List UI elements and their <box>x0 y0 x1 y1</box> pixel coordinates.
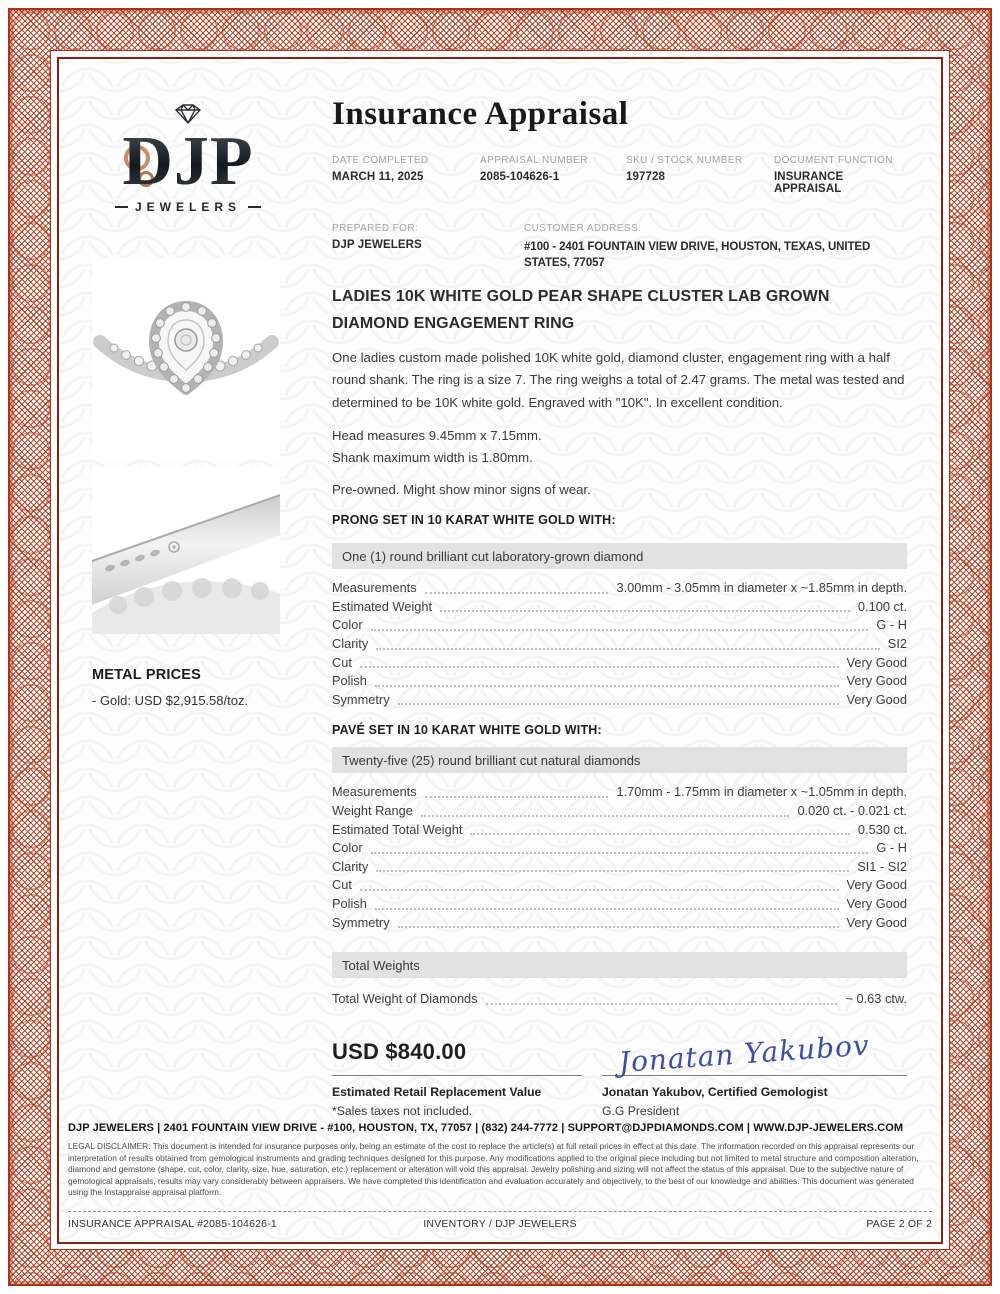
prong-spec-table <box>332 579 907 709</box>
spec-value: 0.530 ct. <box>857 821 907 837</box>
pave-section-heading: PAVÉ SET IN 10 KARAT WHITE GOLD WITH: <box>332 723 602 738</box>
spec-value: ~ 0.63 ctw. <box>845 991 907 1007</box>
spec-row <box>332 672 907 691</box>
prepared-for-block <box>332 223 524 271</box>
dotted-leader <box>398 703 839 705</box>
item-title: LADIES 10K WHITE GOLD PEAR SHAPE CLUSTER LAB GROWN DIAMOND ENGAGEMENT RING <box>332 288 830 332</box>
spec-label: Color <box>332 617 363 633</box>
footer-page-number: PAGE 2 OF 2 <box>866 1218 932 1230</box>
dotted-leader <box>398 926 839 928</box>
footer-contact-line: DJP JEWELERS | 2401 FOUNTAIN VIEW DRIVE - #100, HOUSTON, TX, 77057 | (832) 244-7772 | SUPPORT@DJPDIAMONDS.COM | WWW.DJP-JEWELERS.COM <box>68 1122 904 1135</box>
dotted-leader <box>376 648 880 650</box>
price-note: *Sales taxes not included. <box>332 1103 473 1118</box>
meta-date-completed <box>332 155 480 195</box>
meta-sku-number <box>626 155 774 195</box>
totals-table <box>332 990 907 1009</box>
spec-row <box>332 691 907 710</box>
dotted-leader <box>360 666 839 668</box>
spec-row <box>332 579 907 598</box>
spec-value: SI2 <box>887 636 907 651</box>
ring-photo-front <box>92 258 280 460</box>
meta-value: 2085-104626-1 <box>480 171 560 183</box>
logo-subtext-row <box>92 200 284 214</box>
meta-label: DOCUMENT FUNCTION <box>774 155 893 166</box>
spec-row <box>332 858 907 877</box>
document-title: Insurance Appraisal <box>332 96 629 132</box>
metal-prices-heading: METAL PRICES <box>92 667 202 683</box>
meta-appraisal-number <box>480 155 626 195</box>
price-label: Estimated Retail Replacement Value <box>332 1084 542 1099</box>
metal-prices-block <box>92 667 284 708</box>
pave-spec-table <box>332 783 907 932</box>
logo-brand-text: DJP <box>122 123 254 200</box>
djp-jewelers-logo <box>92 103 284 214</box>
metal-price-gold: - Gold: USD $2,915.58/toz. <box>92 693 249 708</box>
footer-inventory-label: INVENTORY / DJP JEWELERS <box>423 1218 577 1230</box>
spec-value: 0.020 ct. - 0.021 ct. <box>797 802 907 818</box>
spec-value: 1.70mm - 1.75mm in diameter x ~1.05mm in depth. <box>616 784 907 800</box>
legal-disclaimer: LEGAL DISCLAIMER: This document is intended for insurance purposes only, being an estimate of the cost to replace the article(s) at full retail prices in effect at this date. The information recorded on this appraisal represents our interpretation of results obtained from gemological instruments and grading techniques designed for this purpose. Any modifications applied to the original piece including but not limited to metal structure and composition alteration, diamond and gemstone (shape, cut, color, clarity, size, hue, saturation, etc.) replacement or alteration will void this appraisal. Jewelry polishing and sizing will not affect the status of this appraisal. Due to the subjective nature of gemological appraisals, results may vary considerably between appraisers. We have completed this identification and evaluation accurately and objectively, to the best of our knowledge and abilities. This document was generated using the Instappraise appraisal platform. <box>68 1141 919 1198</box>
item-measurements <box>332 425 907 469</box>
spec-row <box>332 654 907 673</box>
dotted-leader <box>425 796 609 798</box>
spec-row <box>332 635 907 654</box>
ring-shank-illustration <box>92 467 280 634</box>
document-footer <box>68 1122 932 1230</box>
logo-dash <box>248 206 261 208</box>
head-measure-line: Head measures 9.45mm x 7.15mm. <box>332 428 542 444</box>
customer-address-block <box>524 223 907 271</box>
dotted-leader <box>375 908 839 910</box>
spec-value: Very Good <box>846 914 907 930</box>
spec-row <box>332 895 907 914</box>
dotted-leader <box>371 629 869 631</box>
appraised-price: USD $840.00 <box>332 1038 467 1064</box>
dotted-leader <box>425 592 609 594</box>
header-meta-row <box>332 155 907 195</box>
logo-brand-wrap <box>122 123 254 200</box>
prong-section-heading: PRONG SET IN 10 KARAT WHITE GOLD WITH: <box>332 513 616 528</box>
spec-row <box>332 914 907 933</box>
dotted-leader <box>360 889 839 891</box>
spec-label: Clarity <box>332 636 369 651</box>
spec-label: Cut <box>332 877 352 893</box>
spec-row <box>332 802 907 821</box>
spec-value: 3.00mm - 3.05mm in diameter x ~1.85mm in depth. <box>616 580 907 596</box>
meta-label: DATE COMPLETED <box>332 155 429 166</box>
spec-label: Measurements <box>332 784 417 800</box>
spec-row <box>332 821 907 840</box>
spec-row <box>332 783 907 802</box>
main-column <box>332 95 907 1118</box>
prong-section-banner: One (1) round brilliant cut laboratory-grown diamond <box>332 543 907 569</box>
item-description: One ladies custom made polished 10K white gold, diamond cluster, engagement ring with a half round shank. The ring is a size 7. The ring weighs a total of 2.47 grams. The metal was tested and determined to be 10K white gold. Engraved with "10K". In excellent condition. <box>332 350 905 410</box>
customer-address-label: CUSTOMER ADDRESS: <box>524 223 642 234</box>
spec-row <box>332 839 907 858</box>
dotted-leader <box>486 1003 838 1005</box>
logo-subtext: JEWELERS <box>134 200 241 214</box>
signature-block <box>602 1028 907 1118</box>
spec-value: G - H <box>876 617 907 633</box>
ring-front-illustration <box>92 258 280 460</box>
dotted-leader <box>421 815 790 817</box>
signer-name: Jonatan Yakubov, Certified Gemologist <box>602 1084 828 1099</box>
total-weights-banner: Total Weights <box>332 952 907 978</box>
spec-row <box>332 876 907 895</box>
condition-note: Pre-owned. Might show minor signs of wear. <box>332 482 591 498</box>
meta-label: APPRAISAL NUMBER <box>480 155 588 166</box>
dotted-leader <box>470 833 850 835</box>
spec-value: SI1 - SI2 <box>857 858 907 874</box>
spec-value: Very Good <box>846 895 907 911</box>
spec-value: G - H <box>876 840 907 856</box>
meta-value: MARCH 11, 2025 <box>332 171 424 183</box>
pave-section-banner: Twenty-five (25) round brilliant cut natural diamonds <box>332 747 907 773</box>
spec-row <box>332 598 907 617</box>
price-rule <box>332 1075 582 1076</box>
footer-bottom-bar <box>68 1211 932 1230</box>
spec-value: Very Good <box>846 673 907 689</box>
spec-label: Total Weight of Diamonds <box>332 991 478 1007</box>
spec-row <box>332 616 907 635</box>
spec-value: Very Good <box>846 654 907 670</box>
meta-document-function <box>774 155 907 195</box>
diamond-icon <box>169 103 207 125</box>
signer-title: G.G President <box>602 1103 680 1118</box>
spec-label: Symmetry <box>332 691 390 707</box>
signature-script: Jonatan Yakubov <box>617 1028 871 1079</box>
prepared-for-row <box>332 223 907 271</box>
spec-label: Estimated Weight <box>332 598 433 614</box>
price-block <box>332 1039 582 1118</box>
spec-label: Measurements <box>332 580 417 596</box>
document-frame <box>57 57 943 1244</box>
meta-value: 197728 <box>626 171 665 183</box>
dotted-leader <box>376 870 849 872</box>
footer-appraisal-number: INSURANCE APPRAISAL #2085-104626-1 <box>68 1218 277 1230</box>
spec-value: Very Good <box>846 691 907 707</box>
valuation-block <box>332 1028 907 1118</box>
prepared-for-label: PREPARED FOR: <box>332 223 419 234</box>
spec-label: Estimated Total Weight <box>332 821 463 837</box>
spec-label: Weight Range <box>332 802 413 818</box>
meta-label: SKU / STOCK NUMBER <box>626 155 743 166</box>
dotted-leader <box>375 685 839 687</box>
dotted-leader <box>440 610 850 612</box>
logo-dash <box>115 206 128 208</box>
spec-label: Symmetry <box>332 914 390 930</box>
dotted-leader <box>371 852 869 854</box>
spec-label: Clarity <box>332 858 369 874</box>
spec-label: Cut <box>332 654 352 670</box>
customer-address-value: #100 - 2401 FOUNTAIN VIEW DRIVE, HOUSTON, TEXAS, UNITED STATES, 77057 <box>524 241 871 269</box>
ring-photo-shank-closeup <box>92 467 280 634</box>
left-column <box>92 103 284 708</box>
prepared-for-value: DJP JEWELERS <box>332 239 422 251</box>
spec-value: Very Good <box>846 877 907 893</box>
spec-value: 0.100 ct. <box>857 598 907 614</box>
meta-value: INSURANCE APPRAISAL <box>774 171 844 195</box>
shank-measure-line: Shank maximum width is 1.80mm. <box>332 450 533 466</box>
spec-label: Color <box>332 840 363 856</box>
total-weight-row <box>332 990 907 1009</box>
spec-label: Polish <box>332 673 367 689</box>
spec-label: Polish <box>332 895 367 911</box>
